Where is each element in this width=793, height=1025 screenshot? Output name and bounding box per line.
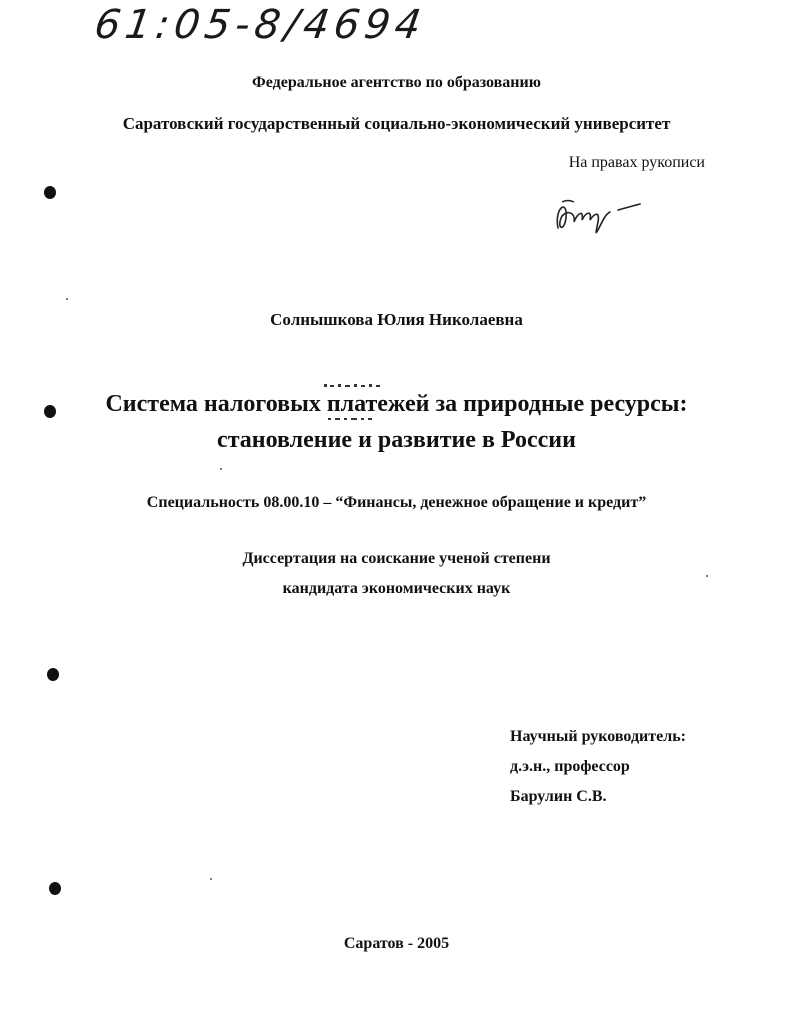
- title-line-2: становление и развитие в России: [217, 427, 576, 453]
- supervisor-label: Научный руководитель:: [510, 728, 686, 745]
- university-line: Саратовский государственный социально-экономический университет: [122, 114, 671, 133]
- agency-line: Федеральное агентство по образованию: [252, 74, 541, 91]
- scan-speck: [210, 878, 212, 880]
- scan-speck: [706, 575, 708, 577]
- author-signature: [548, 188, 648, 243]
- dissertation-degree-line-2: кандидата экономических наук: [282, 580, 511, 597]
- scan-speck: [220, 468, 222, 470]
- binding-hole-mark: [44, 186, 56, 199]
- dissertation-degree-line-1: Диссертация на соискание ученой степени: [242, 550, 551, 567]
- author-name: Солнышкова Юлия Николаевна: [270, 310, 523, 329]
- binding-hole-mark: [49, 882, 61, 895]
- scan-speck: [66, 298, 68, 300]
- dissertation-title: [0, 386, 793, 458]
- supervisor-degree: д.э.н., профессор: [510, 758, 630, 775]
- manuscript-rights-note: На правах рукописи: [568, 154, 705, 171]
- title-line-1: Система налоговых платежей за природные ресурсы:: [105, 391, 688, 417]
- specialty-line: Специальность 08.00.10 – “Финансы, денежное обращение и кредит”: [146, 494, 647, 511]
- binding-hole-mark: [47, 668, 59, 681]
- supervisor-name: Барулин С.В.: [510, 788, 607, 805]
- handwritten-archive-code: 61:05-8/4694: [91, 2, 429, 48]
- binding-hole-mark: [44, 405, 56, 418]
- place-and-year: Саратов - 2005: [343, 935, 450, 952]
